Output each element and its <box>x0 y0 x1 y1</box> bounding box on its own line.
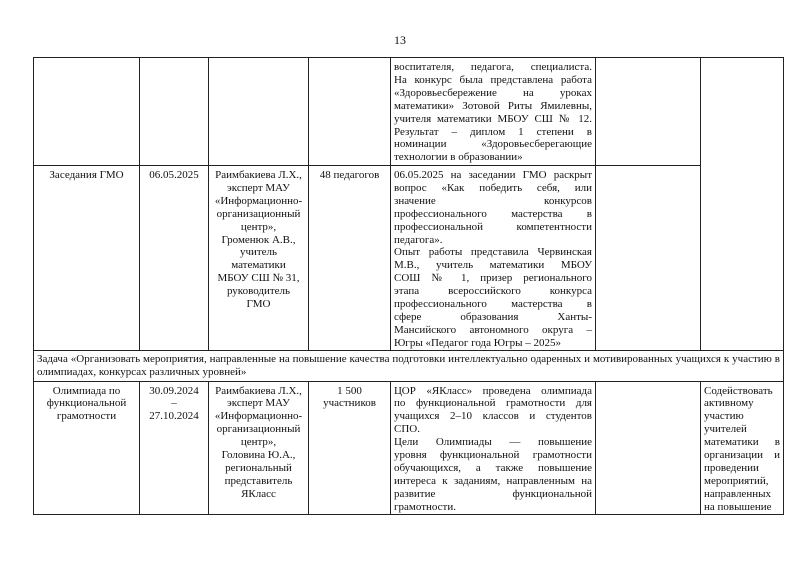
cell-text-line: сфере образования Ханты- <box>394 310 592 323</box>
cell-text-line: региональный <box>225 461 292 474</box>
responsible-cell <box>209 58 309 166</box>
cell-text-line: центр», <box>240 220 277 233</box>
participants-cell <box>309 166 391 351</box>
cell-text-line: «Информационно- <box>214 194 303 207</box>
responsible-cell <box>209 381 309 514</box>
date-cell <box>140 166 209 351</box>
table-row <box>34 166 784 351</box>
participants-cell <box>309 58 391 166</box>
cell-text-line: развитие функциональной <box>394 487 592 500</box>
cell-text-line: проведении <box>704 461 759 474</box>
task-text: Задача «Организовать мероприятия, направленные на повышение качества подготовки интеллектуально одаренных и мотивированных учащихся к участию в олимпиадах, конкурсах различных уровней» <box>34 350 784 381</box>
cell-text-line: организационный <box>216 207 301 220</box>
cell-text-line: функциональной <box>46 397 127 410</box>
cell-text-line: учитель <box>239 246 278 259</box>
cell-text-line: грамотности. <box>394 500 457 513</box>
cell-text-line: эксперт МАУ <box>227 397 290 410</box>
cell-text-line: Олимпиада по <box>52 384 121 397</box>
cell-text-line: учителя математики МБОУ СШ № 12. <box>394 112 592 125</box>
cell-text-line: участников <box>323 397 376 410</box>
cell-text-line: На конкурс была представлена работа <box>394 73 592 86</box>
cell-text-line: профессионального мастерства в <box>394 298 592 311</box>
cell-text-line: Результат – диплом 1 степени в <box>394 125 592 138</box>
cell-text-line: на повышение <box>704 500 772 513</box>
cell-text-line: Содействовать <box>704 384 773 397</box>
cell-text-line: ГМО <box>246 298 271 311</box>
result-cell <box>391 58 596 166</box>
cell-text-line: Заседания ГМО <box>49 169 124 181</box>
cell-text-line: 30.09.2024 <box>149 384 199 397</box>
cell-text-line: руководитель <box>226 285 291 298</box>
cell-text-line: «Информационно- <box>214 410 303 423</box>
event-cell <box>34 58 140 166</box>
cell-text-line: 06.05.2025 <box>149 169 199 181</box>
cell-text-line: технологии в образовании» <box>394 151 523 164</box>
cell-text-line: 1 500 <box>337 384 362 397</box>
cell-text-line: «Здоровьесбережение на уроках <box>394 86 592 99</box>
cell-text-line: Югры «Педагог года Югры – 2025» <box>394 336 561 349</box>
notes-cell <box>596 381 701 514</box>
cell-text-line: вопрос «Как победить себя, или <box>394 181 592 194</box>
cell-text-line: ЦОР «ЯКласс» проведена олимпиада <box>394 384 592 397</box>
cell-text-line: Раимбакиева Л.Х., <box>215 384 302 397</box>
date-cell <box>140 381 209 514</box>
cell-text-line: организации и <box>704 449 780 462</box>
notes-cell <box>596 58 701 166</box>
cell-text-line: номинации «Здоровьесберегающие <box>394 138 592 151</box>
table-row <box>34 381 784 514</box>
cell-text-line: воспитателя, педагога, специалиста. <box>394 61 592 73</box>
cell-text-line: Мансийского автономного округа – <box>394 323 592 336</box>
task-row <box>34 350 784 381</box>
cell-text-line: математики в <box>704 436 780 449</box>
cell-text-line: М.В., учитель математики МБОУ <box>394 259 592 272</box>
cell-text-line: интереса к заданиям, направленным на <box>394 474 592 487</box>
result-cell <box>391 381 596 514</box>
event-cell <box>34 381 140 514</box>
cell-text-line: Головина Ю.А., <box>221 449 296 462</box>
cell-text-line: эксперт МАУ <box>227 181 290 194</box>
date-cell <box>140 58 209 166</box>
cell-text-line: Раимбакиева Л.Х., <box>215 169 302 181</box>
cell-text-line: учащихся 2–10 классов и студентов <box>394 410 592 423</box>
cell-text-line: Громенюк А.В., <box>221 233 296 246</box>
cell-text-line: центр», <box>240 436 277 449</box>
cell-text-line: участию <box>704 410 744 423</box>
cell-text-line: профессиональной компетентности <box>394 220 592 233</box>
cell-text-line: Цели Олимпиады — повышение <box>394 436 592 449</box>
cell-text-line: педагога». <box>394 233 443 246</box>
event-cell <box>34 166 140 351</box>
notes-cell <box>596 166 701 351</box>
table-row <box>34 58 784 166</box>
cell-text-line: уровня функциональной грамотности <box>394 449 592 462</box>
cell-text-line: ЯКласс <box>241 487 276 500</box>
cell-text-line: значение конкурсов <box>394 194 592 207</box>
cell-text-line: активному <box>704 397 754 410</box>
cell-text-line: профессионального мастерства в <box>394 207 592 220</box>
cell-text-line: математики» Зотовой Риты Ямилевны, <box>394 99 592 112</box>
recommendation-cell <box>701 58 784 351</box>
cell-text-line: представитель <box>224 474 293 487</box>
participants-cell <box>309 381 391 514</box>
cell-text-line: этапа всероссийского конкурса <box>394 285 592 298</box>
page-number: 13 <box>394 33 406 47</box>
cell-text-line: 06.05.2025 на заседании ГМО раскрыт <box>394 169 592 181</box>
responsible-cell <box>209 166 309 351</box>
cell-text-line: направленных <box>704 487 771 500</box>
report-table <box>33 57 784 515</box>
recommendation-cell <box>701 381 784 514</box>
cell-text-line: Опыт работы представила Червинская <box>394 246 592 259</box>
cell-text-line: 48 педагогов <box>319 169 380 181</box>
cell-text-line: организационный <box>216 423 301 436</box>
result-cell <box>391 166 596 351</box>
cell-text-line: МБОУ СШ № 31, <box>217 272 300 285</box>
cell-text-line: СОШ № 1, призер регионального <box>394 272 592 285</box>
cell-text-line: по функциональной грамотности для <box>394 397 592 410</box>
cell-text-line: учителей <box>704 423 747 436</box>
cell-text-line: – <box>171 397 177 410</box>
cell-text-line: мероприятий, <box>704 474 769 487</box>
cell-text-line: грамотности <box>56 410 117 423</box>
cell-text-line: обучающихся, а также повышение <box>394 461 592 474</box>
cell-text-line: СПО. <box>394 423 420 436</box>
cell-text-line: 27.10.2024 <box>149 410 199 423</box>
cell-text-line: математики <box>231 259 286 272</box>
